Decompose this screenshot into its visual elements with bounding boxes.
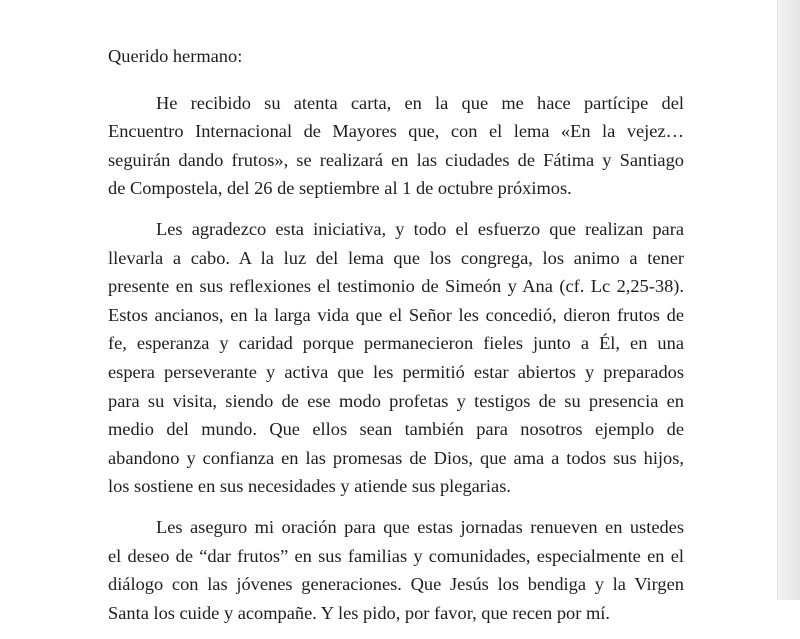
letter-salutation: Querido hermano: [108,46,243,66]
text-line: presente en sus reflexiones el testimonio de Simeón y Ana (cf. Lc 2,25-38). [108,276,684,297]
text-line: espera perseverante y activa que les permitió estar abiertos y preparados [108,361,684,382]
text-line: de Compostela, del 26 de septiembre al 1 de octubre próximos. [108,178,572,199]
text-line: el deseo de “dar frutos” en sus familias y comunidades, especialmente en el [108,545,684,566]
text-line: diálogo con las jóvenes generaciones. Que Jesús los bendiga y la Virgen [108,574,684,595]
text-line: para su visita, siendo de ese modo profetas y testigos de su presencia en [108,390,684,411]
letter-body [108,42,684,639]
text-line: He recibido su atenta carta, en la que me hace partícipe del [156,92,684,113]
paragraph-3 [108,513,684,627]
text-line: Les aseguro mi oración para que estas jornadas renueven en ustedes [156,516,684,537]
paragraph-1 [108,89,684,203]
text-line: abandono y confianza en las promesas de Dios, que ama a todos sus hijos, [108,447,684,468]
text-line: Estos ancianos, en la larga vida que el Señor les concedió, dieron frutos de [108,304,684,325]
page-edge-shadow [777,0,800,600]
text-line: llevarla a cabo. A la luz del lema que los congrega, los animo a tener [108,247,684,268]
paragraph-2 [108,215,684,501]
text-line: Encuentro Internacional de Mayores que, con el lema «En la vejez… [108,121,684,142]
text-line: los sostiene en sus necesidades y atiende sus plegarias. [108,476,511,497]
text-line: seguirán dando frutos», se realizará en las ciudades de Fátima y Santiago [108,149,684,170]
text-line: Santa los cuide y acompañe. Y les pido, por favor, que recen por mí. [108,602,610,623]
text-line: Les agradezco esta iniciativa, y todo el esfuerzo que realizan para [156,218,684,239]
text-line: medio del mundo. Que ellos sean también para nosotros ejemplo de [108,419,684,440]
text-line: fe, esperanza y caridad porque permanecieron fieles junto a Él, en una [108,333,684,354]
